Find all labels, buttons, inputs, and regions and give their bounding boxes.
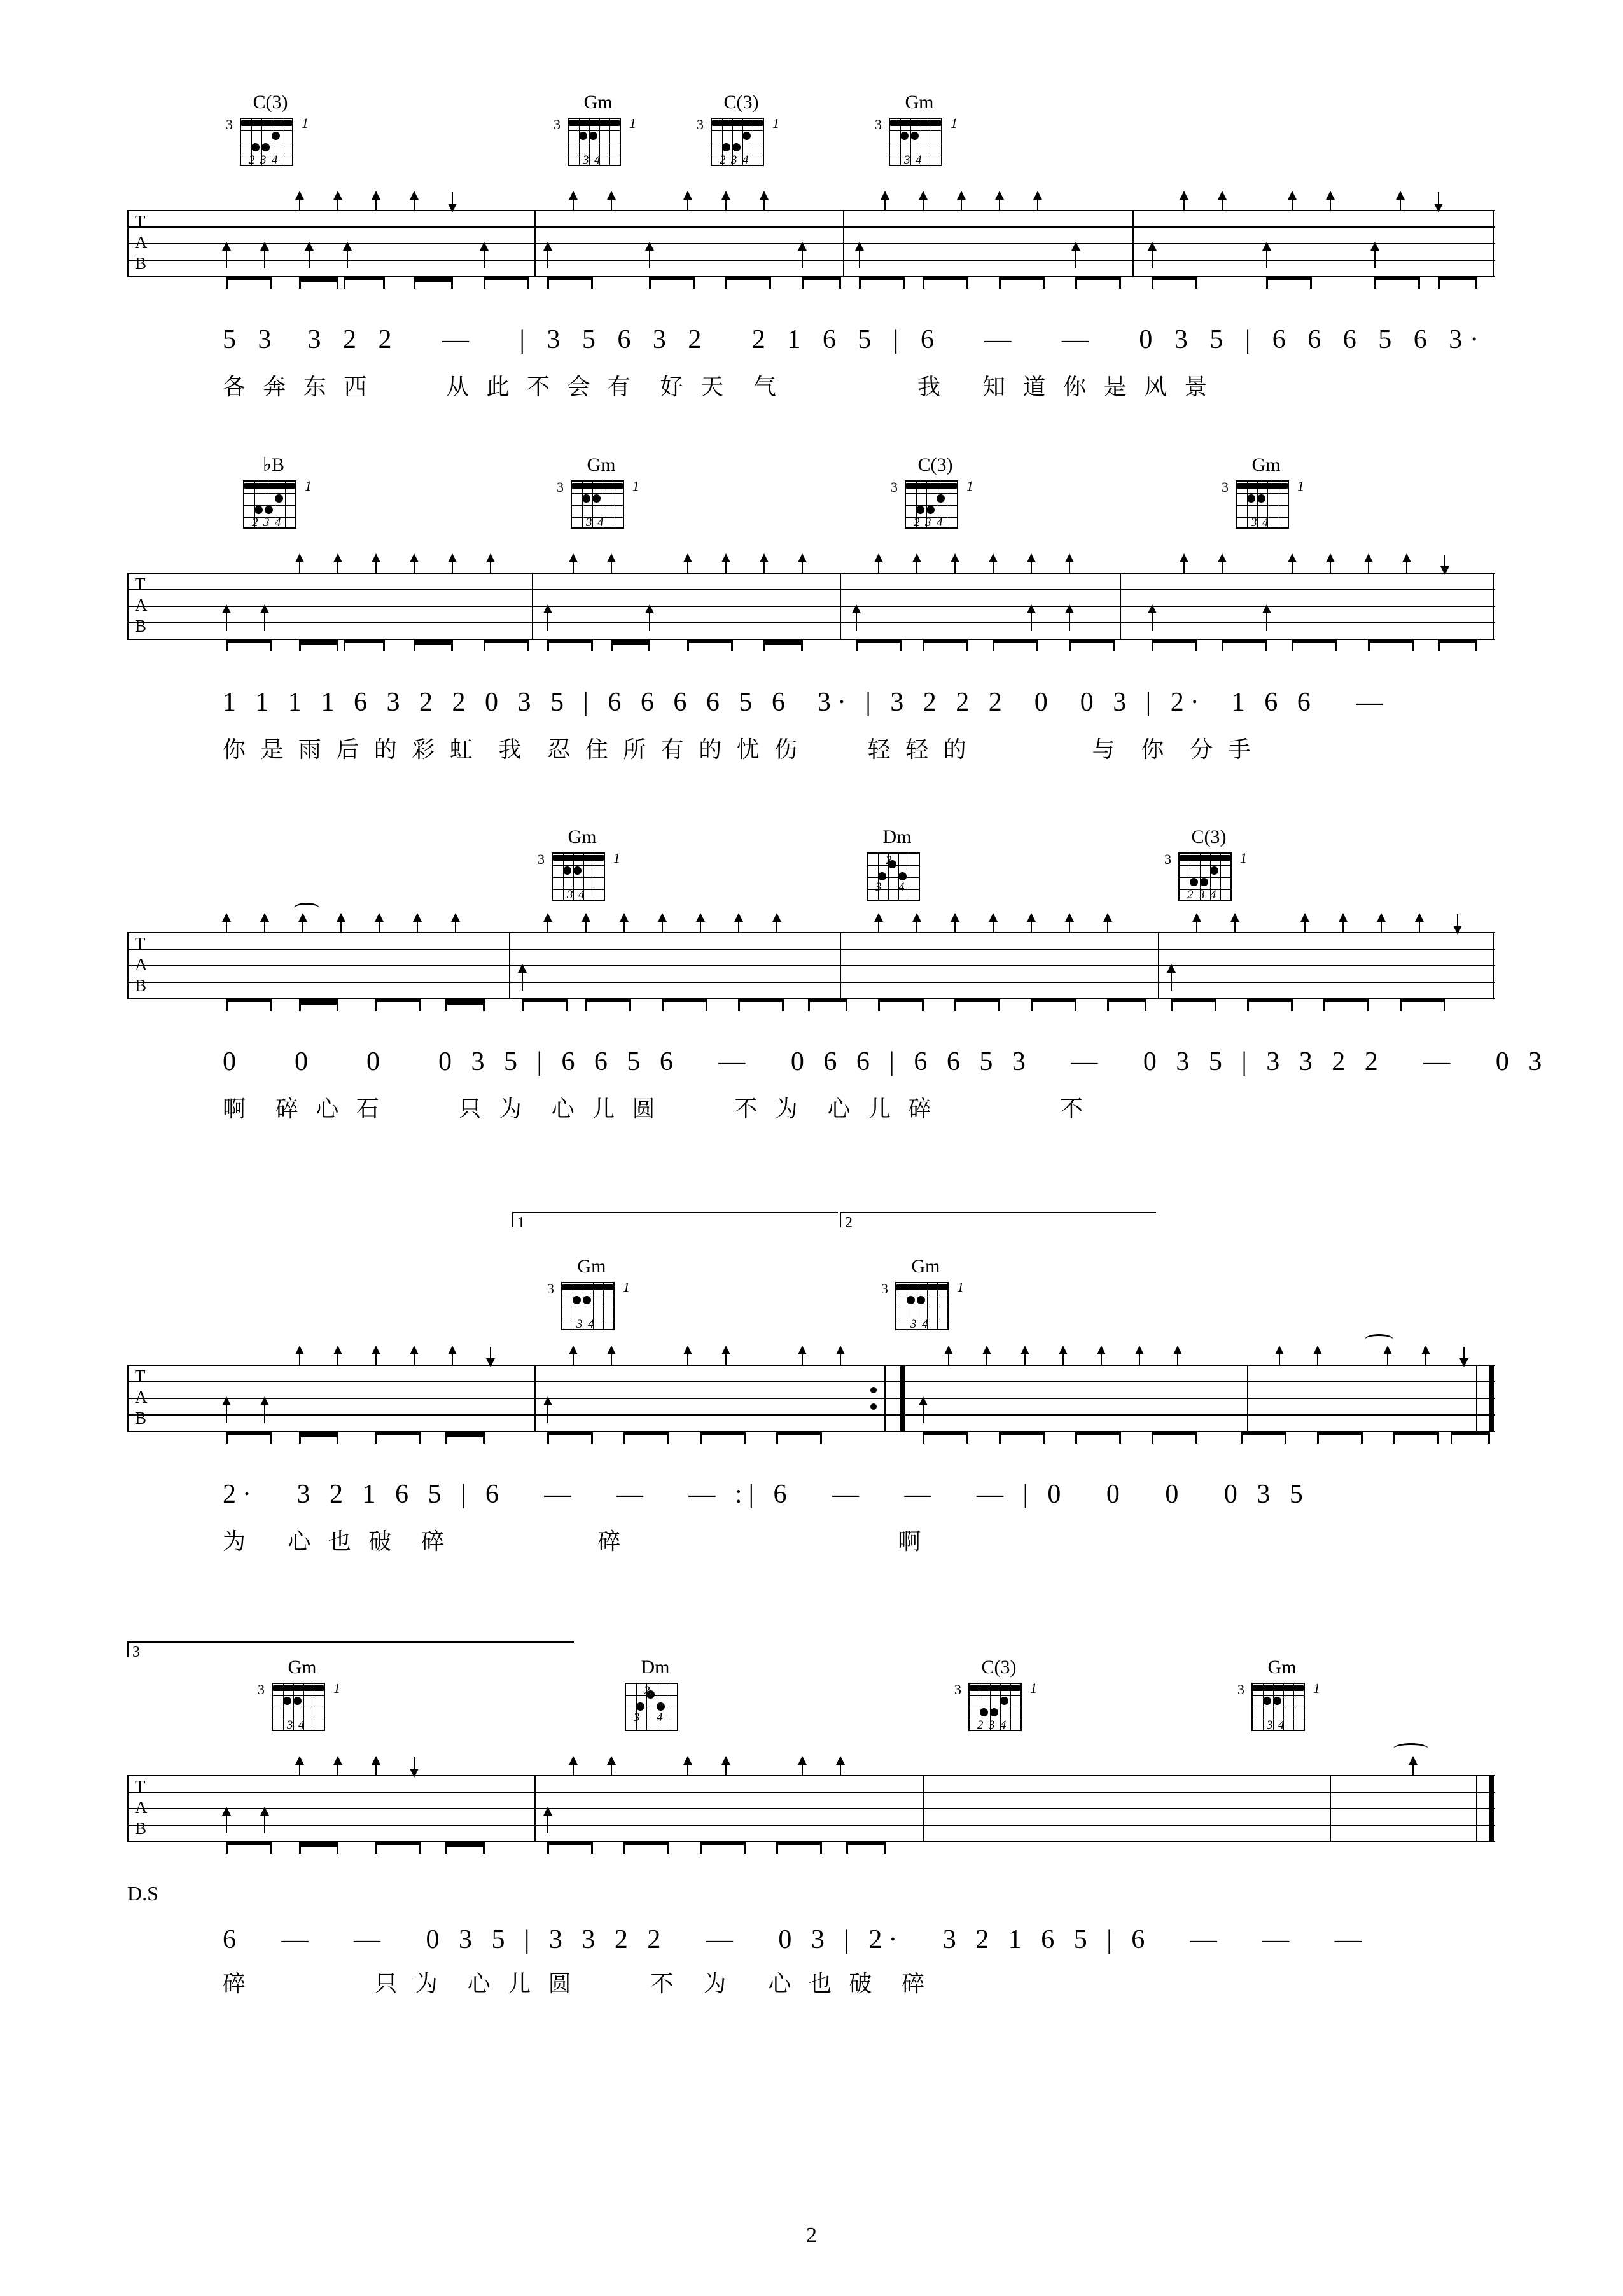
- chord-diagram: C(3) 3 1 2 3 4: [891, 454, 973, 529]
- chord-name: C(3): [981, 1657, 1017, 1678]
- chord-fret-position: 3: [1164, 851, 1171, 867]
- tab-system: [127, 1365, 1495, 1555]
- chord-diagram: Gm 3 1 3 4: [881, 1256, 964, 1331]
- chord-fret-position: 3: [881, 1281, 888, 1297]
- chord-name: C(3): [253, 92, 288, 113]
- chord-diagram: Gm 3 1 3 4: [1222, 454, 1304, 529]
- chord-name: Gm: [1267, 1657, 1297, 1678]
- chord-name: Gm: [905, 92, 934, 113]
- tab-staff: [127, 1365, 1495, 1463]
- chord-barre-label: 1: [1297, 478, 1304, 494]
- chord-name: Gm: [568, 826, 597, 847]
- chord-name: Dm: [641, 1657, 670, 1678]
- chord-barre-label: 1: [966, 478, 973, 494]
- tab-staff: [127, 210, 1495, 309]
- ending-number: 2: [845, 1214, 853, 1231]
- chord-diagram: Gm 3 1 3 4: [554, 92, 636, 167]
- page-number: 2: [806, 2223, 817, 2247]
- chord-name: Dm: [882, 826, 912, 847]
- ending-number: 1: [517, 1214, 525, 1231]
- tab-clef-label: T A B: [135, 212, 148, 273]
- chord-name: ♭B: [262, 454, 285, 475]
- chord-diagram: Gm 3 1 3 4: [538, 826, 620, 901]
- tab-clef-label: T A B: [135, 934, 148, 995]
- chord-name: Gm: [577, 1256, 606, 1277]
- chord-diagram: C(3) 3 1 2 3 4: [697, 92, 779, 167]
- lyrics-line: 碎 只 为 心 儿 圆 不 为 心 也 破 碎: [223, 1971, 930, 1997]
- chord-name: C(3): [723, 92, 759, 113]
- tab-system: [127, 210, 1495, 400]
- chord-fret-position: 3: [547, 1281, 554, 1297]
- chord-diagram: C(3) 3 1 2 3 4: [954, 1657, 1037, 1732]
- numbered-notation-line: 1 1 1 1 6 3 2 2 0 3 5 | 6 6 6 6 5 6 3· | 3 2 2 2 0 0 3 | 2· 1 6 6 —: [223, 688, 1390, 717]
- chord-name: Gm: [1251, 454, 1281, 475]
- ending-bracket-1: [512, 1212, 838, 1231]
- chord-name: C(3): [1191, 826, 1227, 847]
- lyrics-line: 你 是 雨 后 的 彩 虹 我 忍 住 所 有 的 忧 伤 轻 轻 的 与 你 分 手: [223, 737, 1255, 763]
- chord-diagram: C(3) 3 1 2 3 4: [226, 92, 309, 167]
- numbered-notation-line: 0 0 0 0 3 5 | 6 6 5 6 — 0 6 6 | 6 6 5 3 — 0 3 5 | 3 3 2 2 — 0 3: [223, 1047, 1549, 1076]
- chord-name: Gm: [911, 1256, 940, 1277]
- chord-barre-label: 1: [623, 1279, 630, 1295]
- numbered-notation-line: 2· 3 2 1 6 5 | 6 — — — :| 6 — — — | 0 0 0 0 3 5: [223, 1480, 1309, 1509]
- chord-barre-label: 1: [629, 115, 636, 131]
- chord-barre-label: 1: [613, 850, 620, 866]
- tab-system: [127, 1775, 1495, 1997]
- chord-name: Gm: [288, 1657, 317, 1678]
- chord-fret-position: 3: [226, 116, 233, 132]
- tab-clef-label: T A B: [135, 1777, 148, 1838]
- numbered-notation-line: 6 — — 0 3 5 | 3 3 2 2 — 0 3 | 2· 3 2 1 6 5 | 6 — — —: [223, 1925, 1368, 1954]
- lyrics-line: 为 心 也 破 碎 碎 啊: [223, 1529, 926, 1555]
- chord-name: Gm: [587, 454, 616, 475]
- chord-diagram: Gm 3 1 3 4: [258, 1657, 340, 1732]
- chord-barre-label: 1: [1313, 1680, 1320, 1696]
- chord-barre-label: 1: [957, 1279, 964, 1295]
- tab-clef-label: T A B: [135, 1367, 148, 1428]
- chord-barre-label: 1: [1030, 1680, 1037, 1696]
- chord-diagram: Dm 2 3 4: [611, 1657, 693, 1739]
- ending-number: 3: [132, 1644, 140, 1660]
- chord-fret-position: 3: [891, 479, 898, 495]
- lyrics-line: 各 奔 东 西 从 此 不 会 有 好 天 气 我 知 道 你 是 风 景: [223, 374, 1213, 400]
- chord-barre-label: 1: [772, 115, 779, 131]
- chord-barre-label: 1: [302, 115, 309, 131]
- tab-clef-label: T A B: [135, 574, 148, 636]
- ds-marking: D.S: [127, 1882, 158, 1905]
- chord-diagram: Gm 3 1 3 4: [547, 1256, 630, 1331]
- chord-name: C(3): [917, 454, 953, 475]
- chord-fret-position: 3: [697, 116, 704, 132]
- tab-staff: [127, 932, 1495, 1031]
- chord-fret-position: 3: [258, 1681, 265, 1697]
- lyrics-line: 啊 碎 心 石 只 为 心 儿 圆 不 为 心 儿 碎 不: [223, 1096, 1088, 1122]
- chord-fret-position: 3: [554, 116, 561, 132]
- chord-diagram: Gm 3 1 3 4: [557, 454, 639, 529]
- tab-system: [127, 932, 1549, 1122]
- chord-fret-position: 3: [538, 851, 545, 867]
- tab-staff: [127, 573, 1495, 671]
- chord-fret-position: 3: [954, 1681, 961, 1697]
- chord-barre-label: 1: [333, 1680, 340, 1696]
- chord-diagram: Dm 2 3 4: [853, 827, 935, 908]
- chord-fret-position: 3: [557, 479, 564, 495]
- chord-barre-label: 1: [305, 478, 312, 494]
- chord-name: Gm: [583, 92, 613, 113]
- tab-system: [127, 573, 1495, 763]
- chord-diagram: Gm 3 1 3 4: [875, 92, 958, 167]
- chord-diagram: ♭B 1 2 3 4: [229, 455, 312, 536]
- ending-bracket-3: [127, 1641, 574, 1660]
- chord-fret-position: 3: [875, 116, 882, 132]
- chord-barre-label: 1: [632, 478, 639, 494]
- numbered-notation-line: 5 3 3 2 2 — | 3 5 6 3 2 2 1 6 5 | 6 — — 0 3 5 | 6 6 6 5 6 3·: [223, 325, 1487, 354]
- tab-staff: [127, 1775, 1495, 1874]
- chord-fret-position: 3: [1237, 1681, 1244, 1697]
- chord-diagram: Gm 3 1 3 4: [1237, 1657, 1320, 1732]
- ending-bracket-2: [840, 1212, 1156, 1231]
- chord-barre-label: 1: [951, 115, 958, 131]
- chord-barre-label: 1: [1240, 850, 1247, 866]
- chord-fret-position: 3: [1222, 479, 1229, 495]
- chord-diagram: C(3) 3 1 2 3 4: [1164, 826, 1247, 901]
